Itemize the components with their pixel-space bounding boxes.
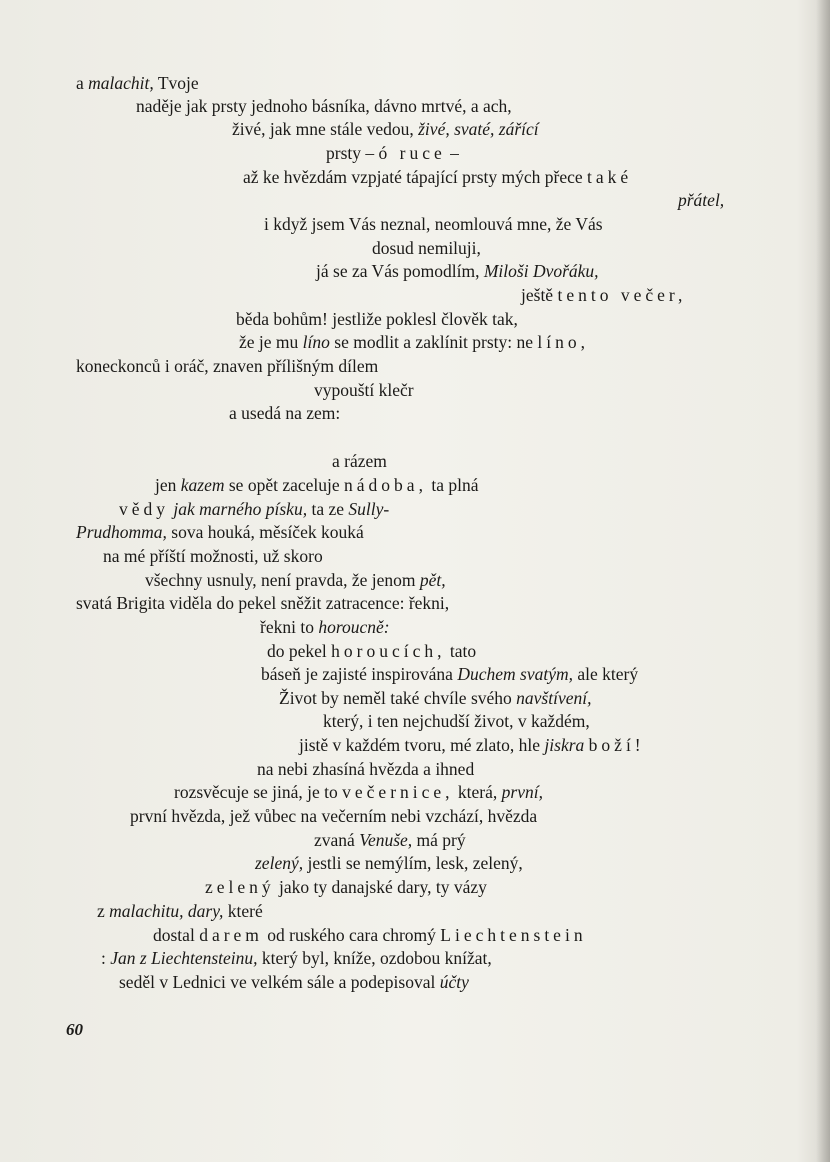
poem-line [264,213,603,235]
poem-line-segment: které [223,901,263,921]
poem-line [153,924,587,946]
poem-line [145,569,446,591]
poem-line-segment: až ke hvězdám vzpjaté tápající prsty mých přece [243,167,588,187]
poem-line-segment: Tvoje [153,73,199,93]
poem-line-segment: ještě [521,285,558,305]
poem-line-segment: darem [199,925,263,945]
poem-line [255,852,523,874]
poem-line-segment: kazem [180,475,225,495]
poem-line-segment: se opět zaceluje [224,475,345,495]
poem-line-segment: boží! [588,735,645,755]
poem-line [76,521,364,543]
poem-line-segment: seděl v Lednici ve velkém sále a podepisoval [119,972,440,992]
poem-line-segment: z [97,901,110,921]
poem-line-segment: účty [439,972,469,992]
poem-line [136,95,512,117]
poem-line-segment: živé, jak mne stále vedou, [232,119,419,139]
poem-line-segment: Sully- [348,499,390,519]
poem-line [257,758,474,780]
poem-line-segment: malachitu, dary, [109,901,224,921]
poem-line-segment: zvaná [314,830,360,850]
poem-line-segment: – [445,143,459,163]
poem-line-segment: všechny usnuly, není pravda, že jenom [145,570,420,590]
poem-line [299,734,645,756]
poem-line-segment: živé, svaté, zářící [418,119,539,139]
page-edge-shadow [816,0,830,1162]
poem-line [101,947,492,969]
poem-line-segment: jestli se nemýlím, lesk, zelený, [303,853,523,873]
poem-line-segment: jen [155,475,181,495]
poem-line-segment: i když jsem Vás neznal, neomlouvá mne, že Vás [264,214,603,234]
poem-line [314,829,466,851]
poem-line-segment: tento večer, [557,285,687,305]
poem-line [323,710,590,732]
poem-line-segment: od ruského cara chromý [262,925,441,945]
poem-line-segment: prsty – [326,143,379,163]
poem-line [103,545,323,567]
poem-line-segment: já se za Vás pomodlím, [316,261,484,281]
poem-line-segment: ta ze [307,499,349,519]
poem-line [316,260,599,282]
poem-line-segment: horoucích, [331,641,446,661]
poem-line-segment: Duchem svatým, [457,664,573,684]
poem-line-segment: ale který [572,664,639,684]
poem-line-segment: zelený, [255,853,304,873]
poem-line [76,592,449,614]
poem-line-segment: se modlit a zaklínit prsty: ne [329,332,538,352]
poem-line-segment: Prudhomma, [76,522,167,542]
poem-line-segment: první, [501,782,543,802]
poem-line [243,166,632,188]
poem-line-segment: dostal [153,925,200,945]
poem-line-segment: svatá Brigita viděla do pekel sněžit zatracence: řekni, [76,593,450,613]
poem-line-segment: na mé příští možnosti, už skoro [103,546,323,566]
poem-line-segment: vědy [119,499,170,519]
poem-line [119,498,389,520]
poem-line-segment: malachit, [88,73,154,93]
poem-line-segment: pět, [419,570,446,590]
poem-line-segment: ta plná [426,475,479,495]
poem-line [174,781,543,803]
poem-line [239,331,589,353]
poem-line [372,237,481,259]
poem-line-segment: a [76,73,89,93]
poem-line [521,284,686,306]
poem-line-segment: a usedá na zem: [229,403,341,423]
poem-line-segment: ó ruce [378,143,446,163]
poem-line-segment: nádoba, [344,475,427,495]
poem-line-segment: jiskra [544,735,585,755]
poem-line-segment: zelený [205,877,275,897]
poem-line-segment: jako ty danajské dary, ty vázy [274,877,487,897]
poem-line [205,876,487,898]
poem-line-segment: že je mu [239,332,303,352]
poem-line-segment: na nebi zhasíná hvězda a ihned [257,759,475,779]
poem-line [76,355,378,377]
poem-line [130,805,537,827]
poem-line-segment: vypouští klečr [314,380,414,400]
poem-line-segment: koneckonců i oráč, znaven přílišným dílem [76,356,379,376]
poem-line-segment: řekni to [260,617,319,637]
poem-line-segment: dosud nemiluji, [372,238,481,258]
poem-line-segment: první hvězda, jež vůbec na večerním nebi vzchází, hvězda [130,806,538,826]
poem-line-segment: také [587,167,633,187]
poem-line-segment: Miloši Dvořáku, [483,261,599,281]
poem-line-segment: má prý [412,830,466,850]
poem-line-segment: který byl, kníže, ozdobou knížat, [257,948,492,968]
poem-line [332,450,387,472]
poem-line [155,474,478,496]
poem-line-segment: báseň je zajisté inspirována [261,664,458,684]
poem-line-segment: tato [445,641,477,661]
poem-line-segment: do pekel [267,641,332,661]
poem-line [260,616,390,638]
poem-line [267,640,476,662]
poem-line-segment: Život by neměl také chvíle svého [279,688,517,708]
poem-line [314,379,414,401]
poem-line-segment: : [101,948,111,968]
poem-line [236,308,518,330]
poem-line-segment: Jan z Liechtensteinu, [110,948,258,968]
poem-line [97,900,263,922]
poem-line-segment: líno [302,332,330,352]
poem-line [229,402,340,424]
page-number: 60 [66,1020,83,1039]
poem-line-segment: Liechtenstein [440,925,587,945]
poem-line [279,687,591,709]
poem-line [261,663,638,685]
poem-line-segment: večernice, [342,782,454,802]
poem-line-segment: přátel, [678,190,725,210]
poem-line-segment: rozsvěcuje se jiná, je to [174,782,343,802]
poem-line-segment: Venuše, [359,830,413,850]
poem-line [326,142,459,164]
poem-line-segment: naděje jak prsty jednoho básníka, dávno mrtvé, a ach, [136,96,512,116]
poem-line-segment: horoucně: [318,617,390,637]
poem-line-segment: běda bohům! jestliže poklesl člověk tak, [236,309,518,329]
poem-line-segment: a rázem [332,451,387,471]
poem-line-segment: jistě v každém tvoru, mé zlato, hle [299,735,545,755]
poem-line-segment: navštívení, [516,688,592,708]
poem-line [119,971,469,993]
poem-line-segment: líno, [537,332,590,352]
poem-line [678,189,724,211]
poem-line-segment: která, [453,782,502,802]
poem-line-segment: jak marného písku, [173,499,308,519]
poem-line-segment: který, i ten nejchudší život, v každém, [323,711,590,731]
poem-line [232,118,539,140]
poem-line-segment: sova houká, měsíček kouká [166,522,364,542]
poem-line [76,72,199,94]
